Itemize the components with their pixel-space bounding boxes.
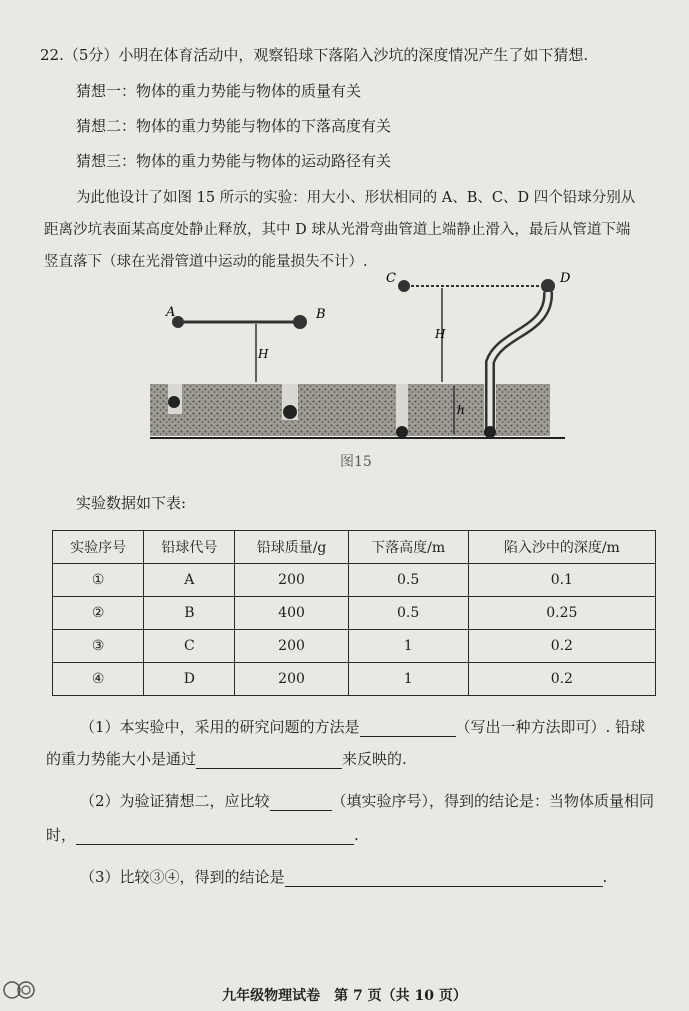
q2-text-a: （2）为验证猜想二，应比较 [80,792,270,810]
subquestion-1-line-1 [80,716,645,737]
ball-d-top [541,279,555,293]
label-a: A [166,305,176,320]
design-line-1: 为此他设计了如图 15 所示的实验：用大小、形状相同的 A、B、C、D 四个铅球分别从 [76,190,636,206]
data-table [52,530,656,696]
cell-depth: 0.2 [468,663,655,696]
q3-text-b: . [602,868,608,886]
q3-text-a: （3）比较③④，得到的结论是 [80,868,285,886]
q1-text-b: （写出一种方法即可）. 铅球 [455,718,646,736]
question-number: 22.（5分） [40,46,119,64]
cell-mass: 200 [235,564,348,597]
cell-trial: ④ [53,663,144,696]
q2-text-b: （填实验序号），得到的结论是：当物体质量相同 [331,792,655,810]
ball-c-top [398,280,410,292]
ball-d-sand [484,426,496,438]
hypothesis-3: 猜想三：物体的重力势能与物体的运动路径有关 [76,152,392,170]
header-trial: 实验序号 [53,531,144,564]
table-header-row [53,531,656,564]
cell-depth: 0.1 [468,564,655,597]
subquestion-3-line-1 [80,866,607,887]
q2-blank-conclusion[interactable] [76,826,354,845]
q2-blank-trials[interactable] [270,792,332,811]
ball-a-sand [168,396,180,408]
label-d: D [560,271,570,286]
cell-ball: C [144,630,235,663]
hypothesis-1: 猜想一：物体的重力势能与物体的质量有关 [76,82,362,100]
cell-mass: 400 [235,597,348,630]
sand-hole-c [396,384,408,432]
cell-ball: A [144,564,235,597]
cell-trial: ② [53,597,144,630]
subquestion-2-line-2 [46,824,359,845]
table-intro: 实验数据如下表: [76,494,187,512]
cell-mass: 200 [235,663,348,696]
q2-text-d: . [354,826,359,844]
q2-text-c: 时， [46,826,77,844]
question-header [40,44,588,65]
height-label-left: H [258,347,269,361]
cell-height: 1 [348,663,468,696]
ball-c-sand [396,426,408,438]
cell-mass: 200 [235,630,348,663]
design-line-3: 竖直落下（球在光滑管道中运动的能量损失不计）. [44,254,368,270]
table-row [53,597,656,630]
cell-depth: 0.2 [468,630,655,663]
header-height: 下落高度/m [348,531,468,564]
ball-b-top [293,315,307,329]
height-label-right: H [435,327,446,341]
ball-b-sand [283,405,297,419]
q1-blank-indicator[interactable] [196,750,342,769]
cell-depth: 0.25 [468,597,655,630]
design-line-2: 距离沙坑表面某高度处静止释放，其中 D 球从光滑弯曲管道上端静止滑入，最后从管道下端 [44,222,631,238]
hypothesis-2: 猜想二：物体的重力势能与物体的下落高度有关 [76,117,392,135]
q1-blank-method[interactable] [360,718,456,737]
cell-ball: B [144,597,235,630]
q1-text-c: 的重力势能大小是通过 [46,750,197,768]
table-row [53,663,656,696]
cell-ball: D [144,663,235,696]
header-mass: 铅球质量/g [235,531,348,564]
cell-height: 0.5 [348,564,468,597]
q1-text-d: 来反映的. [342,750,407,768]
question-intro: 小明在体育活动中，观察铅球下落陷入沙坑的深度情况产生了如下猜想. [118,46,589,64]
label-c: C [386,271,396,286]
header-depth: 陷入沙中的深度/m [468,531,655,564]
cell-height: 0.5 [348,597,468,630]
cell-trial: ③ [53,630,144,663]
page-footer: 九年级物理试卷 第 7 页（共 10 页） [222,988,467,1004]
figure-caption: 图15 [340,454,372,470]
q1-text-a: （1）本实验中，采用的研究问题的方法是 [80,718,360,736]
data-table-wrap [52,530,656,696]
depth-label: h [457,403,465,417]
q3-blank-conclusion[interactable] [285,868,603,887]
subquestion-1-line-2 [46,748,407,769]
cell-trial: ① [53,564,144,597]
experiment-figure [150,262,570,472]
cell-height: 1 [348,630,468,663]
table-row [53,630,656,663]
subquestion-2-line-1 [80,790,654,811]
header-ball: 铅球代号 [144,531,235,564]
label-b: B [316,307,326,322]
table-row [53,564,656,597]
